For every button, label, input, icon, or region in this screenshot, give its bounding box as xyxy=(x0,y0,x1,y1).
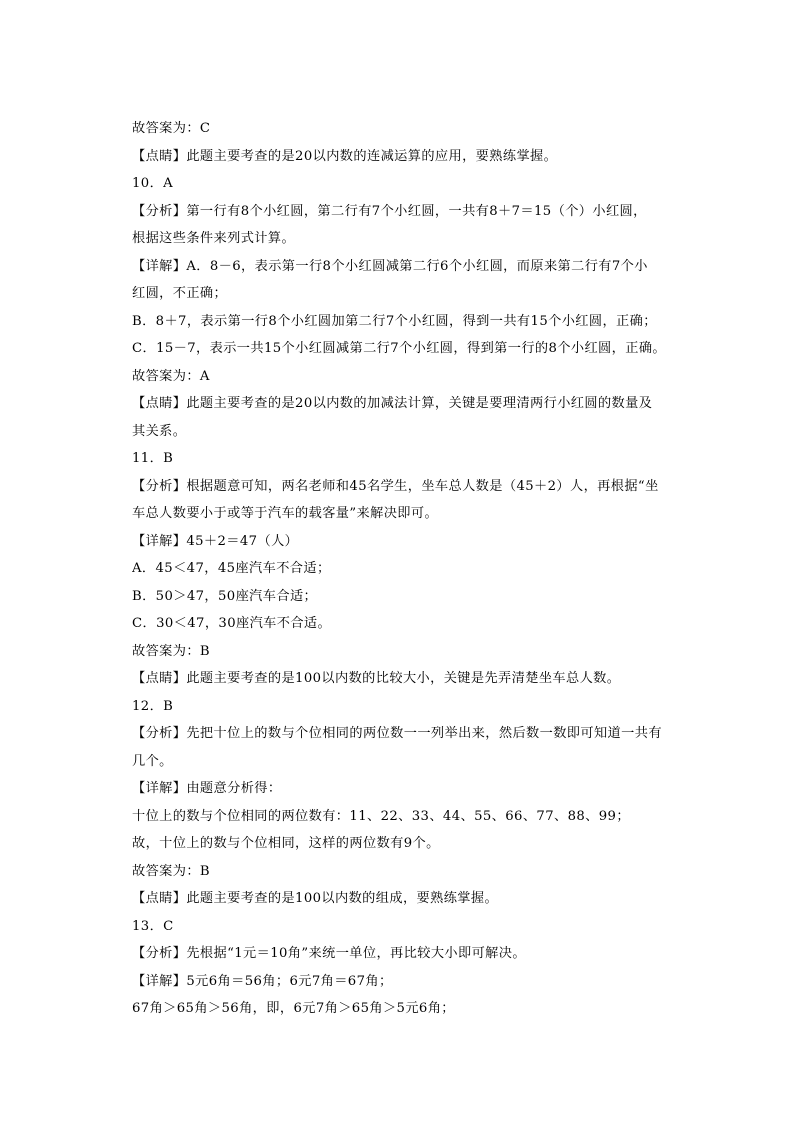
question-number-10: 10．A xyxy=(132,176,174,191)
answer-line: 故答案为：C xyxy=(132,121,211,136)
analysis-line: 【分析】先根据“1元＝10角”来统一单位，再比较大小即可解决。 xyxy=(132,946,526,961)
detail-line: 【详解】5元6角＝56角；6元7角＝67角； xyxy=(132,973,393,989)
comment-line: 【点睛】此题主要考查的是20以内数的连减运算的应用，要熟练掌握。 xyxy=(132,148,558,164)
detail-line-cont: 红圆，不正确； xyxy=(132,286,228,301)
comment-line-cont: 其关系。 xyxy=(132,423,187,439)
answer-line: 故答案为：B xyxy=(132,863,211,879)
detail-line: 【详解】45＋2＝47（人） xyxy=(132,533,299,549)
analysis-line: 【分析】第一行有8个小红圆，第二行有7个小红圆，一共有8＋7＝15（个）小红圆， xyxy=(132,203,647,219)
answer-line: 故答案为：A xyxy=(132,368,210,384)
analysis-line-cont: 车总人数要小于或等于汽车的载客量”来解决即可。 xyxy=(132,506,439,521)
answer-explanations xyxy=(132,115,677,1023)
analysis-line: 【分析】先把十位上的数与个位相同的两位数一一列举出来，然后数一数即可知道一共有 xyxy=(132,726,662,741)
conclusion-line: 故，十位上的数与个位相同，这样的两位数有9个。 xyxy=(132,836,440,851)
comment-line: 【点睛】此题主要考查的是20以内数的加减法计算，关键是要理清两行小红圆的数量及 xyxy=(132,396,653,411)
option-b-line: B．8＋7，表示第一行8个小红圆加第二行7个小红圆，得到一共有15个小红圆，正确； xyxy=(132,313,657,329)
option-c-line: C．30＜47，30座汽车不合适。 xyxy=(132,616,332,631)
comment-line: 【点睛】此题主要考查的是100以内数的组成，要熟练掌握。 xyxy=(132,891,499,906)
detail-line-cont: 十位上的数与个位相同的两位数有：11、22、33、44、55、66、77、88、99； xyxy=(132,808,630,824)
detail-line: 【详解】由题意分析得： xyxy=(132,781,282,796)
answer-line: 故答案为：B xyxy=(132,643,211,659)
question-number-12: 12．B xyxy=(132,698,174,714)
question-number-13: 13．C xyxy=(132,918,174,934)
detail-line-cont: 67角＞65角＞56角，即，6元7角＞65角＞5元6角； xyxy=(132,1001,455,1016)
option-c-line: C．15－7，表示一共15个小红圆减第二行7个小红圆，得到第一行的8个小红圆，正确。 xyxy=(132,341,666,356)
detail-line: 【详解】A．8－6，表示第一行8个小红圆减第二行6个小红圆，而原来第二行有7个小 xyxy=(132,258,648,274)
analysis-line: 【分析】根据题意可知，两名老师和45名学生，坐车总人数是（45＋2）人，再根据“坐 xyxy=(132,478,659,494)
analysis-line-cont: 几个。 xyxy=(132,753,173,769)
question-number-11: 11．B xyxy=(132,451,174,466)
option-a-line: A．45＜47，45座汽车不合适； xyxy=(132,561,331,576)
analysis-line-cont: 根据这些条件来列式计算。 xyxy=(132,231,296,246)
option-b-line: B．50＞47，50座汽车合适； xyxy=(132,588,318,604)
comment-line: 【点睛】此题主要考查的是100以内数的比较大小，关键是先弄清楚坐车总人数。 xyxy=(132,671,621,686)
